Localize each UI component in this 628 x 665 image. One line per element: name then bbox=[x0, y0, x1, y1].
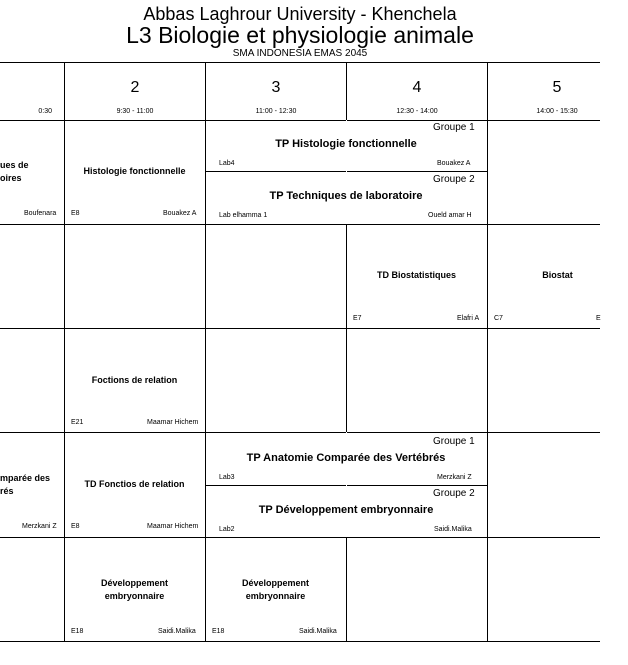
timeslot-3-number: 3 bbox=[271, 79, 281, 96]
grid-line bbox=[64, 62, 65, 642]
day1-slot2-title: Histologie fonctionnelle bbox=[83, 166, 186, 176]
day4-group2-label: Groupe 2 bbox=[433, 488, 475, 499]
day4-group2-room: Lab2 bbox=[219, 526, 235, 533]
day5-slot3-title-line1: Développement bbox=[241, 578, 310, 588]
grid-line bbox=[0, 62, 600, 63]
grid-line bbox=[0, 328, 600, 329]
timeslot-4-time: 12:30 - 14:00 bbox=[396, 108, 438, 115]
grid-line bbox=[0, 432, 600, 433]
day2-slot4-teacher: Elafri A bbox=[457, 315, 480, 322]
timeslot-3-time: 11:00 - 12:30 bbox=[255, 108, 297, 115]
timeslot-2-number: 2 bbox=[130, 79, 140, 96]
day4-slot2-teacher: Maamar Hichem bbox=[147, 523, 199, 530]
day4-slot1-title-line1: mparée des bbox=[0, 473, 51, 483]
program-title: L3 Biologie et physiologie animale bbox=[126, 22, 474, 48]
day2-slot5-room: C7 bbox=[494, 315, 503, 322]
day4-group1-title: TP Anatomie Comparée des Vertébrés bbox=[246, 452, 446, 464]
day1-group2-teacher: Oueld amar H bbox=[428, 212, 472, 219]
day4-group2-title: TP Développement embryonnaire bbox=[258, 504, 434, 516]
university-name: Abbas Laghrour University - Khenchela bbox=[143, 4, 457, 24]
day4-slot1-title-line2: rés bbox=[0, 486, 14, 496]
day1-group1-teacher: Bouakez A bbox=[437, 160, 471, 167]
day5-slot3-room: E18 bbox=[212, 628, 225, 635]
day1-group2-room: Lab elhamma 1 bbox=[219, 212, 268, 219]
day2-slot5-teacher: E bbox=[596, 315, 601, 322]
day3-slot2-room: E21 bbox=[71, 419, 84, 426]
day2-slot5-title: Biostat bbox=[542, 270, 573, 280]
day5-slot2-room: E18 bbox=[71, 628, 84, 635]
day3-slot2-title: Foctions de relation bbox=[91, 375, 178, 385]
timeslot-5-time: 14:00 - 15:30 bbox=[536, 108, 578, 115]
day3-slot2-teacher: Maamar Hichem bbox=[147, 419, 199, 426]
timeslot-1-time: 0:30 bbox=[38, 108, 52, 115]
subtitle: SMA INDONESIA EMAS 2045 bbox=[232, 48, 368, 59]
timeslot-2-time: 9:30 - 11:00 bbox=[116, 108, 154, 115]
day1-slot1-title-line2: oires bbox=[0, 173, 22, 183]
grid-line bbox=[0, 120, 600, 121]
day1-group2-label: Groupe 2 bbox=[433, 174, 475, 185]
day4-group2-teacher: Saidi.Malika bbox=[434, 526, 472, 533]
timeslot-4-number: 4 bbox=[412, 79, 422, 96]
grid-line bbox=[487, 62, 488, 642]
day1-group1-label: Groupe 1 bbox=[433, 122, 475, 133]
day1-slot2-teacher: Bouakez A bbox=[163, 210, 197, 217]
day1-group1-room: Lab4 bbox=[219, 160, 235, 167]
day5-slot2-title-line2: embryonnaire bbox=[104, 591, 165, 601]
day5-slot3-title-line2: embryonnaire bbox=[245, 591, 306, 601]
day2-slot4-room: E7 bbox=[353, 315, 362, 322]
grid-line bbox=[0, 537, 600, 538]
day4-group1-room: Lab3 bbox=[219, 474, 235, 481]
day1-group1-title: TP Histologie fonctionnelle bbox=[275, 138, 417, 150]
day5-slot2-title-line1: Développement bbox=[100, 578, 169, 588]
day1-slot2-room: E8 bbox=[71, 210, 80, 217]
grid-line bbox=[0, 641, 600, 642]
day1-slot1-teacher: Boufenara bbox=[24, 210, 57, 217]
grid-line bbox=[0, 224, 600, 225]
timeslot-5-number: 5 bbox=[552, 79, 562, 96]
day4-slot2-room: E8 bbox=[71, 523, 80, 530]
day4-slot2-title: TD Fonctios de relation bbox=[84, 479, 185, 489]
day2-slot4-title: TD Biostatistiques bbox=[376, 270, 456, 280]
day1-slot1-title-line1: ues de bbox=[0, 160, 29, 170]
day5-slot2-teacher: Saidi.Malika bbox=[158, 628, 196, 635]
day1-group2-title: TP Techniques de laboratoire bbox=[269, 190, 423, 202]
day4-group1-teacher: Merzkani Z bbox=[437, 474, 472, 481]
day5-slot3-teacher: Saidi.Malika bbox=[299, 628, 337, 635]
day4-slot1-teacher: Merzkani Z bbox=[22, 523, 57, 530]
day4-group1-label: Groupe 1 bbox=[433, 436, 475, 447]
